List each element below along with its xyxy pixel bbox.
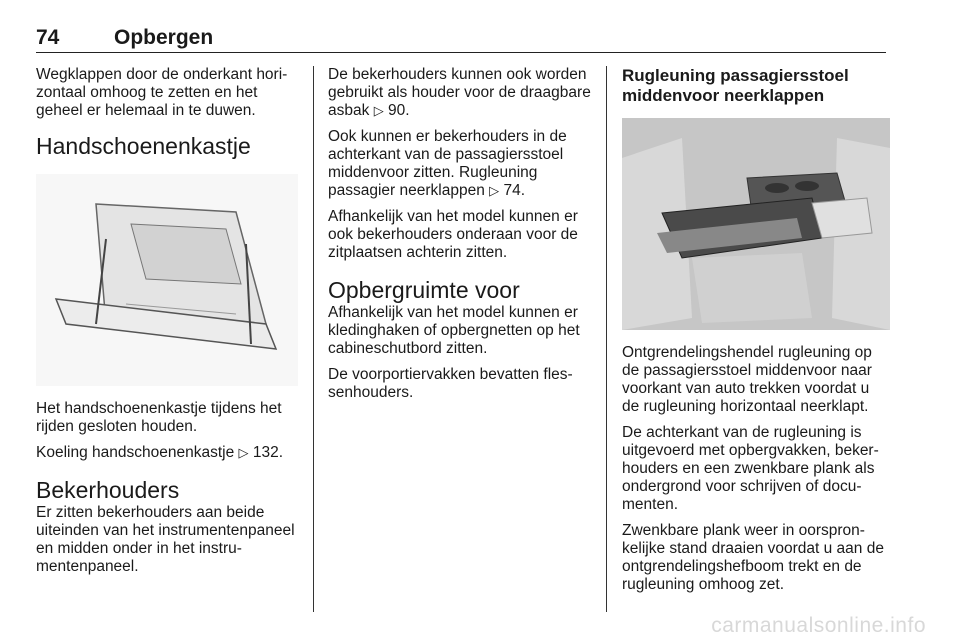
page-number: 74 [36, 26, 60, 49]
glovebox-paragraph-1: Het handschoenenkastje tijdens het rijden gesloten houden. [36, 400, 282, 435]
column-divider [606, 66, 607, 612]
column-right [622, 66, 890, 602]
column-left [36, 66, 298, 584]
column-middle [328, 66, 593, 410]
front-storage-paragraph-1: Afhankelijk van het model kunnen er kledinghaken of opbergnetten op het cabineschutbord zitten. [328, 304, 580, 357]
cupholder-seat-paragraph [328, 128, 593, 200]
glovebox-paragraph-2 [36, 444, 298, 462]
cupholder-seat-ref[interactable]: 74. [503, 182, 526, 199]
cupholders-heading: Bekerhouders [36, 477, 180, 503]
page-header [36, 26, 886, 53]
seat-fold-illustration [622, 118, 890, 330]
glovebox-heading: Handschoenenkastje [36, 133, 251, 159]
cupholder-ashtray-ref[interactable]: 90. [388, 102, 410, 119]
seat-fold-heading: Rugleuning passagiersstoel middenvoor neerklappen [622, 66, 849, 105]
cupholder-ashtray-paragraph [328, 66, 593, 120]
front-storage-heading: Opbergruimte voor [328, 277, 520, 303]
seat-fold-paragraph-3: Zwenkbare plank weer in oorspronkelijke stand draaien voordat u aan de ontgrendelingshefboom trekt en de rugleuning omhoog zet. [622, 522, 884, 593]
page-reference-arrow-icon: ▷ [489, 183, 500, 198]
front-storage-paragraph-2: De voorportiervakken bevatten flessenhouders. [328, 366, 573, 401]
page-title: Opbergen [114, 26, 214, 49]
watermark: carmanualsonline.info [711, 614, 926, 637]
seat-fold-paragraph-2: De achterkant van de rugleuning is uitgevoerd met opbergvakken, bekerhouders en een zwenkbare plank als ondergrond voor schrijven of documenten. [622, 424, 879, 513]
page-reference-arrow-icon: ▷ [373, 103, 384, 118]
cupholder-seat-text: Ook kunnen er bekerhouders in de achterkant van de passagiersstoel middenvoor zitten. Rugleuning passagier neerklappen [328, 128, 567, 199]
glovebox-illustration [36, 174, 298, 386]
intro-paragraph: Wegklappen door de onderkant horizontaal omhoog te zetten en het geheel er helemaal in te duwen. [36, 66, 288, 119]
page-reference-arrow-icon: ▷ [238, 445, 249, 460]
column-divider [313, 66, 314, 612]
cupholders-paragraph: Er zitten bekerhouders aan beide uiteinden van het instrumentenpaneel en midden onder in het instrumentenpaneel. [36, 504, 295, 575]
cupholder-ashtray-text: De bekerhouders kunnen ook worden gebruikt als houder voor de draagbare asbak [328, 66, 591, 119]
seat-fold-paragraph-1: Ontgrendelingshendel rugleuning op de passagiersstoel middenvoor naar voorkant van auto trekken voordat u de rugleuning horizontaal neerklapt. [622, 344, 872, 415]
glovebox-paragraph-2-ref[interactable]: 132. [252, 444, 284, 461]
glovebox-paragraph-2-text: Koeling handschoenenkastje [36, 444, 235, 461]
cupholder-rear-paragraph: Afhankelijk van het model kunnen er ook bekerhouders onderaan voor de zitplaatsen achterin zitten. [328, 208, 578, 261]
